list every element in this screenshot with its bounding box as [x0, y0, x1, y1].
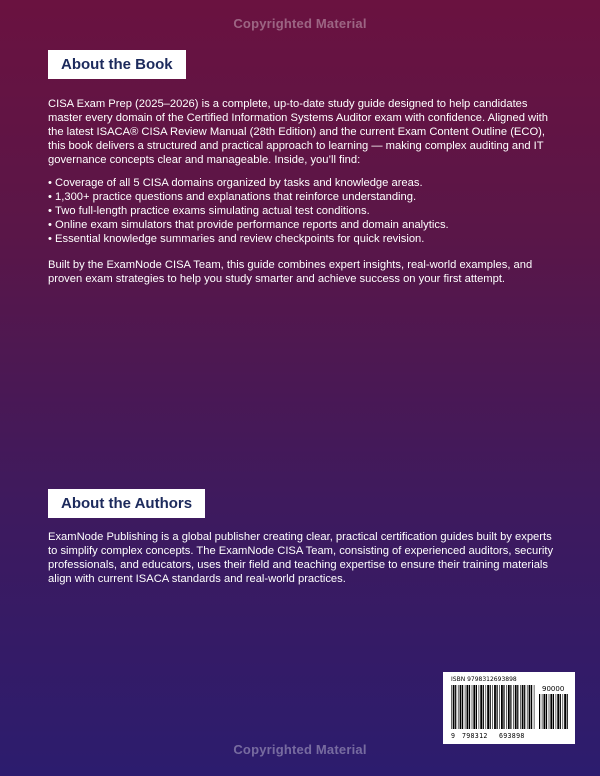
isbn-digit-group-1: 798312 — [462, 732, 488, 740]
feature-list-item: • Coverage of all 5 CISA domains organized by tasks and knowledge areas. — [48, 176, 558, 190]
isbn-label: ISBN 9798312693898 — [451, 676, 517, 683]
feature-list — [48, 176, 558, 246]
isbn-digit-lead: 9 — [451, 732, 456, 740]
about-book-heading: About the Book — [48, 50, 186, 79]
feature-list-item: • Online exam simulators that provide performance reports and domain analytics. — [48, 218, 558, 232]
about-book-closing: Built by the ExamNode CISA Team, this guide combines expert insights, real-world examples, and proven exam strategies to help you study smarter and achieve success on your first attempt. — [48, 259, 533, 285]
feature-list-item: • 1,300+ practice questions and explanations that reinforce understanding. — [48, 190, 558, 204]
price-code: 90000 — [542, 685, 565, 693]
isbn-barcode — [443, 672, 575, 744]
addon-barcode-bars-icon — [539, 694, 570, 729]
about-authors-body: ExamNode Publishing is a global publisher creating clear, practical certification guides built by experts to simplify complex concepts. The ExamNode CISA Team, consisting of experienced auditors, security professionals, and educators, uses their field and teaching expertise to ensure their training materials align with current ISACA standards and real-world practices. — [48, 531, 554, 585]
about-authors-heading: About the Authors — [48, 489, 205, 518]
isbn-digit-group-2: 693898 — [499, 732, 525, 740]
about-book-intro: CISA Exam Prep (2025–2026) is a complete, up-to-date study guide designed to help candidates master every domain of the Certified Information Systems Auditor exam with confidence. Aligned with the latest ISACA® CISA Review Manual (28th Edition) and the current Exam Content Outline (ECO), this book delivers a structured and practical approach to learning — making complex auditing and IT governance concepts clear and manageable. Inside, you’ll find: — [48, 98, 548, 166]
feature-list-item: • Essential knowledge summaries and review checkpoints for quick revision. — [48, 232, 558, 246]
barcode-bars-icon — [451, 685, 536, 729]
watermark-bottom: Copyrighted Material — [233, 742, 367, 757]
watermark-top: Copyrighted Material — [233, 16, 367, 31]
feature-list-item: • Two full-length practice exams simulating actual test conditions. — [48, 204, 558, 218]
